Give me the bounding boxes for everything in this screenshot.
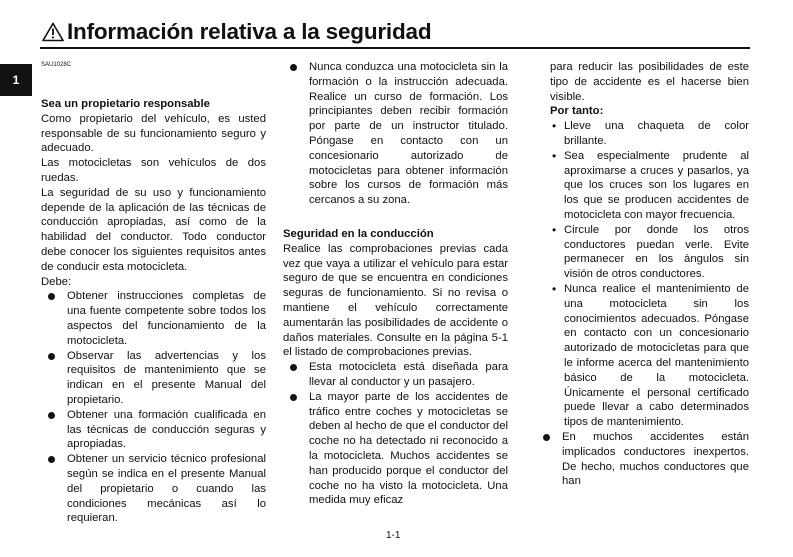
subheading-therefore: Por tanto: <box>550 105 604 118</box>
list-item: Esta motocicleta está diseñada para llevar al conductor y un pasajero. <box>283 360 508 390</box>
paragraph: Debe: <box>41 275 72 288</box>
title-text: Información relativa a la seguridad <box>67 19 432 44</box>
list-item: La mayor parte de los accidentes de tráfico entre coches y motocicletas se deben al hecho de que el conductor del coche no ha detectado ni reconocido a la motocicleta. Muchos accidentes se han producido porque el conductor del coche no ha visto la motocicleta. Una medida muy eficaz <box>283 390 508 508</box>
sub-list-item: • Nunca realice el mantenimiento de una motocicleta sin los conocimientos adecuados. Póngase en contacto con un concesionario autorizado de motocicletas para que le informe acerca del mantenimiento básico de la motocicleta. Únicamente el personal certificado puede llevar a cabo determinados tipos de mantenimiento. <box>550 282 749 430</box>
section-heading-riding-safety: Seguridad en la conducción <box>283 227 434 240</box>
sub-list-item: • Lleve una chaqueta de color brillante. <box>550 119 749 149</box>
list-item: En muchos accidentes están implicados conductores inexpertos. De hecho, muchos conductores que han <box>536 430 749 489</box>
title-rule <box>40 47 750 49</box>
page-title <box>42 18 431 46</box>
sub-list-item: • Circule por donde los otros conductores puedan verle. Evite permanecer en los ángulos sin visión de otros conductores. <box>550 223 749 282</box>
sub-list-item: • Sea especialmente prudente al aproximarse a cruces y pasarlos, ya que los cruces son los lugares en los que se producen accidentes de motocicleta con mayor frecuencia. <box>550 149 749 223</box>
doc-code: SAU1028C <box>41 62 72 68</box>
chapter-tab: 1 <box>0 64 32 96</box>
paragraph: para reducir las posibilidades de este tipo de accidente es el hacerse bien visible. <box>550 61 749 103</box>
list-item: Nunca conduzca una motocicleta sin la formación o la instrucción adecuada. Realice un curso de formación. Los principiantes deben recibir formación por parte de un instructor titulado. Póngase en contacto con un concesionario autorizado de motocicletas para obtener información sobre los cursos de formación más cercanos a su zona. <box>283 60 508 208</box>
paragraph: La seguridad de su uso y funcionamiento depende de la aplicación de las técnicas de conducción apropiadas, así como de la habilidad del conductor. Todo conductor debe conocer los siguientes requisitos antes de conducir esta motocicleta. <box>41 186 266 273</box>
page-number: 1-1 <box>386 530 401 541</box>
list-item: Obtener instrucciones completas de una fuente competente sobre todos los aspectos del funcionamiento de la motocicleta. <box>41 289 266 348</box>
section-heading-responsible-owner: Sea un propietario responsable <box>41 98 210 110</box>
column-3 <box>536 60 749 489</box>
list-item: Observar las advertencias y los requisitos de mantenimiento que se indican en el presente Manual del propietario. <box>41 349 266 408</box>
list-item: Obtener una formación cualificada en las técnicas de conducción seguras y apropiadas. <box>41 408 266 452</box>
warning-triangle-icon <box>42 22 64 42</box>
column-2 <box>283 60 508 508</box>
list-item: Obtener un servicio técnico profesional según se indica en el presente Manual del propietario o cuando las condiciones mecánicas así lo requieran. <box>41 452 266 526</box>
paragraph: Realice las comprobaciones previas cada vez que vaya a utilizar el vehículo para estar seguro de que se encuentra en condiciones seguras de funcionamiento. Si no revisa o mantiene el vehículo correctamente aumentarán las posibilidades de accidente o daños materiales. Consulte en la página 5-1 el listado de comprobaciones previas. <box>283 242 508 359</box>
column-1 <box>41 60 266 526</box>
paragraph: Como propietario del vehículo, es usted responsable de su funcionamiento seguro y adecuado. <box>41 112 266 155</box>
paragraph: Las motocicletas son vehículos de dos ruedas. <box>41 157 266 184</box>
